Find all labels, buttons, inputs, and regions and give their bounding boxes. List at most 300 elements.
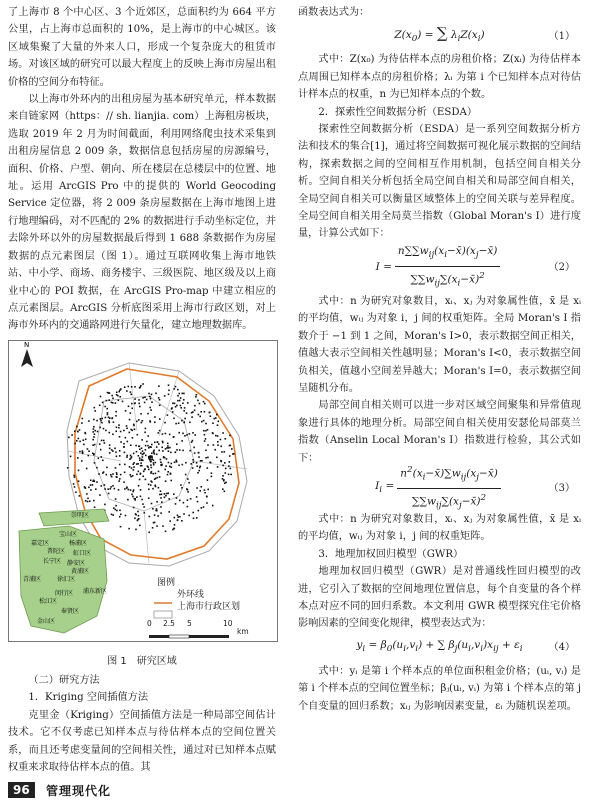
rental-point — [125, 515, 127, 517]
rental-point — [115, 431, 117, 433]
paragraph: 克里金（Kriging）空间插值方法是一种局部空间估计技术。它不仅考虑已知样本点与待估样本点的空间位置关系，而且还考虑变量间的空间相关性，通过对已知样本点赋权重来求取待估样本点的值。其 — [8, 709, 276, 774]
rental-point — [187, 506, 189, 508]
rental-point — [88, 420, 90, 422]
rental-point — [184, 418, 186, 420]
inset-district-label: 普陀区 — [47, 548, 66, 555]
rental-point — [165, 480, 167, 482]
rental-point — [207, 457, 209, 459]
rental-point — [151, 444, 153, 446]
inset-district-label: 奉贤区 — [61, 608, 80, 615]
rental-point — [176, 449, 178, 451]
rental-point — [199, 490, 201, 492]
scale-label: 0 — [147, 619, 152, 628]
rental-point — [138, 419, 140, 421]
rental-point — [205, 450, 207, 452]
rental-point — [230, 474, 232, 476]
rental-point — [98, 458, 100, 460]
rental-point — [94, 481, 96, 483]
rental-point — [104, 406, 106, 408]
rental-point — [197, 472, 199, 474]
rental-point — [118, 391, 120, 393]
rental-point — [179, 449, 181, 451]
rental-point — [101, 418, 103, 420]
rental-point — [150, 464, 152, 466]
rental-point — [168, 450, 170, 452]
rental-point — [159, 404, 161, 406]
rental-point — [140, 385, 142, 387]
rental-point — [133, 466, 135, 468]
rental-point — [147, 445, 149, 447]
rental-point — [158, 471, 160, 473]
rental-point — [90, 480, 92, 482]
rental-point — [154, 514, 156, 516]
rental-point — [129, 466, 131, 468]
rental-point — [187, 478, 189, 480]
rental-point — [168, 394, 170, 396]
rental-point — [116, 392, 118, 394]
rental-point — [229, 455, 231, 457]
rental-point — [126, 486, 128, 488]
rental-point — [148, 497, 150, 499]
rental-point — [166, 493, 168, 495]
rental-point — [148, 484, 150, 486]
rental-point — [111, 395, 113, 397]
rental-point — [151, 394, 153, 396]
rental-point — [144, 397, 146, 399]
rental-point — [119, 516, 121, 518]
rental-point — [159, 418, 161, 420]
rental-point — [212, 422, 214, 424]
rental-point — [194, 452, 196, 454]
rental-point — [99, 494, 101, 496]
rental-point — [142, 383, 144, 385]
rental-point — [124, 386, 126, 388]
rental-point — [144, 512, 146, 514]
rental-point — [142, 476, 144, 478]
rental-point — [214, 418, 216, 420]
left-lower — [8, 672, 276, 776]
rental-point — [152, 527, 154, 529]
rental-point — [188, 482, 190, 484]
rental-point — [71, 434, 73, 436]
rental-point — [213, 444, 215, 446]
rental-point — [156, 525, 158, 527]
rental-point — [100, 449, 102, 451]
rental-point — [128, 528, 130, 530]
rental-point — [141, 499, 143, 501]
rental-point — [157, 441, 159, 443]
rental-point — [182, 433, 184, 435]
rental-point — [115, 505, 117, 507]
rental-point — [177, 395, 179, 397]
rental-point — [94, 444, 96, 446]
rental-point — [161, 447, 163, 449]
rental-point — [152, 508, 154, 510]
rental-point — [78, 470, 80, 472]
rental-point — [217, 466, 219, 468]
rental-point — [90, 484, 92, 486]
rental-point — [109, 452, 111, 454]
rental-point — [222, 478, 224, 480]
rental-point — [87, 501, 89, 503]
rental-point — [178, 516, 180, 518]
rental-point — [126, 428, 128, 430]
rental-point — [111, 418, 113, 420]
rental-point — [78, 438, 80, 440]
rental-point — [120, 441, 122, 443]
equation-number: （2） — [548, 262, 575, 274]
equation-number: （1） — [548, 30, 575, 42]
rental-point — [195, 396, 197, 398]
rental-point — [93, 419, 95, 421]
rental-point — [176, 460, 178, 462]
rental-point — [128, 489, 130, 491]
rental-point — [216, 414, 218, 416]
rental-point — [77, 431, 79, 433]
rental-point — [112, 473, 114, 475]
rental-point — [192, 440, 194, 442]
rental-point — [143, 506, 145, 508]
equation-3: $I_i$ = $\frac{n^2(x_i-x̄)\sum w_{ij}(x_j-x̄)}{\sum\sum w_{ij}\sum(x_j-x̄)^2}$ （3） — [298, 469, 581, 509]
rental-point — [147, 413, 149, 415]
rental-point — [173, 418, 175, 420]
rental-point — [95, 488, 97, 490]
rental-point — [155, 473, 157, 475]
rental-point — [173, 493, 175, 495]
rental-point — [128, 386, 130, 388]
rental-point — [133, 507, 135, 509]
rental-point — [159, 476, 161, 478]
rental-point — [115, 498, 117, 500]
rental-point — [217, 424, 219, 426]
rental-point — [140, 489, 142, 491]
rental-point — [108, 399, 110, 401]
rental-point — [163, 457, 165, 459]
rental-point — [203, 430, 205, 432]
rental-point — [171, 463, 173, 465]
rental-point — [119, 450, 121, 452]
rental-point — [189, 433, 191, 435]
rental-point — [175, 423, 177, 425]
page-footer — [0, 780, 594, 803]
inset-district-label: 嘉定区 — [31, 540, 50, 547]
rental-point — [167, 471, 169, 473]
rental-point — [96, 467, 98, 469]
rental-point — [233, 453, 235, 455]
rental-point — [136, 474, 138, 476]
rental-point — [140, 452, 142, 454]
rental-point — [225, 472, 227, 474]
inset-district-label: 闵行区 — [55, 590, 74, 597]
rental-point — [143, 471, 145, 473]
right-column — [298, 4, 581, 715]
rental-point — [96, 481, 98, 483]
subsection-heading: 1．Kriging 空间插值方法 — [28, 692, 149, 704]
rental-point — [85, 439, 87, 441]
inset-district-label: 青浦区 — [23, 576, 42, 583]
rental-point — [115, 415, 117, 417]
rental-point — [189, 450, 191, 452]
rental-point — [201, 421, 203, 423]
rental-point — [104, 442, 106, 444]
rental-point — [164, 493, 166, 495]
rental-point — [133, 489, 135, 491]
rental-point — [131, 386, 133, 388]
rental-point — [131, 494, 133, 496]
paragraph: 式中：n 为研究对象数目，xᵢ、xⱼ 为对象属性值，x̄ 是 xᵢ 的平均值，wᵢⱼ 为对象 i，j 间的权重矩阵。全局 Moran's I 指数介于 −1 到 1 之间，Moran's I>0，表示数据空间正相关，值越大表示空间相关性越明显；Moran's I<0，表示数据空间负相关，值越小空间差异越大；Moran's I=0，表示数据空间呈随机分布。 — [298, 295, 581, 394]
rental-point — [179, 500, 181, 502]
rental-point — [218, 421, 220, 423]
rental-point — [172, 402, 174, 404]
rental-point — [107, 488, 109, 490]
rental-point — [88, 487, 90, 489]
rental-point — [138, 403, 140, 405]
rental-point — [67, 467, 69, 469]
rental-point — [141, 439, 143, 441]
inset-district-label: 静安区 — [67, 560, 86, 567]
rental-point — [165, 433, 167, 435]
rental-point — [144, 402, 146, 404]
rental-point — [198, 452, 200, 454]
rental-point — [83, 444, 85, 446]
rental-point — [180, 407, 182, 409]
rental-point — [160, 506, 162, 508]
rental-point — [217, 435, 219, 437]
rental-point — [165, 495, 167, 497]
rental-point — [93, 436, 95, 438]
rental-point — [137, 463, 139, 465]
rental-point — [103, 428, 105, 430]
rental-point — [127, 441, 129, 443]
rental-point — [186, 412, 188, 414]
rental-point — [135, 445, 137, 447]
rental-point — [178, 432, 180, 434]
rental-point — [169, 520, 171, 522]
rental-point — [124, 464, 126, 466]
rental-point — [102, 402, 104, 404]
rental-point — [150, 484, 152, 486]
rental-point — [149, 420, 151, 422]
paragraph: 了上海市 8 个中心区、3 个近郊区，总面积约为 664 平方公里，占上海市总面积的 10%，是上海市的中心城区。该区域集聚了大量的外来人口，形成一个复杂庞大的租赁市场。对该区域的研究可以最大程度上的反映上海市房屋出租价格的空间分布特征。 — [8, 7, 276, 88]
rental-point — [159, 494, 161, 496]
rental-point — [138, 471, 140, 473]
rental-point — [196, 394, 198, 396]
rental-point — [124, 488, 126, 490]
rental-point — [109, 444, 111, 446]
rental-point — [169, 466, 171, 468]
inset-district-label: 徐汇区 — [57, 576, 76, 583]
rental-point — [168, 462, 170, 464]
rental-point — [143, 452, 145, 454]
scale-bar — [149, 635, 229, 638]
rental-point — [228, 474, 230, 476]
rental-point — [139, 445, 141, 447]
inset-district-label: 长宁区 — [43, 558, 62, 565]
rental-point — [183, 399, 185, 401]
rental-point — [123, 446, 125, 448]
rental-point — [198, 470, 200, 472]
rental-point — [130, 429, 132, 431]
rental-point — [73, 483, 75, 485]
rental-point — [139, 525, 141, 527]
north-arrow-icon — [21, 341, 33, 367]
rental-point — [210, 415, 212, 417]
rental-point — [114, 488, 116, 490]
rental-point — [114, 448, 116, 450]
rental-point — [183, 393, 185, 395]
rental-point — [200, 460, 202, 462]
rental-point — [110, 474, 112, 476]
rental-point — [179, 393, 181, 395]
rental-point — [111, 514, 113, 516]
rental-point — [147, 465, 149, 467]
rental-point — [131, 403, 133, 405]
scale-label: 2.5 — [163, 619, 175, 628]
rental-point — [101, 422, 103, 424]
rental-point — [119, 436, 121, 438]
rental-point — [128, 406, 130, 408]
equation-4: $y_i = \beta_0(u_i,v_i)$ + ∑ $\beta_j(u_i,v_i)x_{ij} + \varepsilon_i$ （4） — [298, 635, 581, 661]
rental-point — [84, 432, 86, 434]
rental-point — [93, 428, 95, 430]
rental-point — [207, 479, 209, 481]
rental-point — [199, 467, 201, 469]
rental-point — [214, 449, 216, 451]
rental-point — [134, 386, 136, 388]
rental-point — [145, 455, 147, 457]
rental-point — [158, 450, 160, 452]
rental-point — [147, 435, 149, 437]
rental-point — [197, 465, 199, 467]
rental-point — [106, 408, 108, 410]
rental-point — [94, 407, 96, 409]
rental-point — [154, 485, 156, 487]
rental-point — [109, 422, 111, 424]
rental-point — [192, 459, 194, 461]
scale-unit: km — [237, 627, 249, 636]
rental-point — [112, 450, 114, 452]
rental-point — [150, 472, 152, 474]
rental-point — [187, 402, 189, 404]
rental-point — [224, 491, 226, 493]
rental-point — [130, 489, 132, 491]
rental-point — [99, 405, 101, 407]
rental-point — [125, 437, 127, 439]
legend-outer-ring: 外环线 — [177, 590, 205, 600]
rental-point — [118, 480, 120, 482]
rental-point — [206, 496, 208, 498]
inset-district-label: 松江区 — [39, 598, 58, 605]
rental-point — [201, 486, 203, 488]
rental-point — [142, 397, 144, 399]
rental-point — [179, 516, 181, 518]
rental-point — [215, 435, 217, 437]
rental-point — [129, 419, 131, 421]
rental-point — [152, 473, 154, 475]
rental-point — [126, 455, 128, 457]
rental-point — [108, 420, 110, 422]
rental-point — [168, 498, 170, 500]
rental-point — [212, 432, 214, 434]
equation-1: $Z(x_0)$ = ∑ $\lambda_iZ(x_i)$ （1） — [394, 23, 575, 44]
rental-point — [117, 395, 119, 397]
rental-point — [192, 432, 194, 434]
rental-point — [135, 529, 137, 531]
rental-point — [88, 450, 90, 452]
rental-point — [164, 469, 166, 471]
rental-point — [106, 467, 108, 469]
rental-point — [115, 411, 117, 413]
rental-point — [79, 495, 81, 497]
rental-point — [156, 454, 158, 456]
rental-point — [165, 531, 167, 533]
rental-point — [149, 516, 151, 518]
rental-point — [119, 396, 121, 398]
rental-point — [174, 517, 176, 519]
rental-point — [148, 489, 150, 491]
rental-point — [134, 518, 136, 520]
rental-point — [174, 403, 176, 405]
rental-point — [138, 485, 140, 487]
rental-point — [189, 422, 191, 424]
rental-point — [122, 401, 124, 403]
rental-point — [222, 432, 224, 434]
rental-point — [131, 467, 133, 469]
rental-point — [85, 500, 87, 502]
left-column — [8, 4, 276, 335]
rental-point — [99, 443, 101, 445]
rental-point — [210, 462, 212, 464]
rental-point — [168, 390, 170, 392]
rental-point — [112, 485, 114, 487]
rental-point — [79, 441, 81, 443]
rental-point — [192, 411, 194, 413]
rental-point — [144, 432, 146, 434]
legend-admin: 上海市行政区划 — [177, 602, 241, 612]
rental-point — [133, 462, 135, 464]
rental-point — [157, 515, 159, 517]
rental-point — [193, 518, 195, 520]
rental-point — [176, 497, 178, 499]
rental-point — [126, 390, 128, 392]
rental-point — [76, 426, 78, 428]
rental-point — [78, 480, 80, 482]
rental-point — [92, 453, 94, 455]
rental-point — [73, 475, 75, 477]
rental-point — [185, 462, 187, 464]
rental-point — [160, 459, 162, 461]
rental-point — [93, 500, 95, 502]
rental-point — [156, 510, 158, 512]
rental-point — [75, 491, 77, 493]
rental-point — [145, 445, 147, 447]
rental-point — [224, 482, 226, 484]
rental-point — [149, 456, 151, 458]
rental-point — [198, 414, 200, 416]
rental-point — [107, 414, 109, 416]
journal-name: 管理现代化 — [46, 784, 112, 798]
rental-point — [119, 510, 121, 512]
rental-point — [196, 487, 198, 489]
rental-point — [151, 467, 153, 469]
inset-district-label: 虹口区 — [73, 550, 92, 557]
rental-point — [74, 476, 76, 478]
rental-point — [215, 417, 217, 419]
rental-point — [92, 431, 94, 433]
rental-point — [108, 493, 110, 495]
rental-point — [174, 462, 176, 464]
rental-point — [193, 447, 195, 449]
